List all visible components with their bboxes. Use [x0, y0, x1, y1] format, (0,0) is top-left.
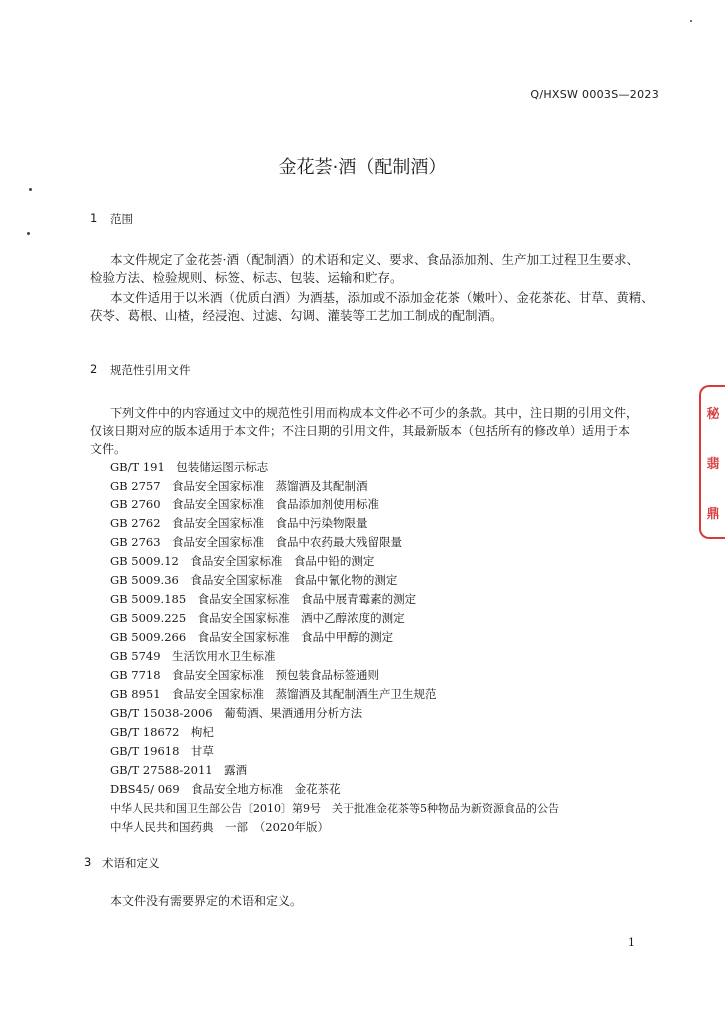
section-3-heading: 术语和定义: [102, 856, 160, 870]
section-2-heading: 规范性引用文件: [110, 363, 191, 377]
reference-item: GB/T 18672 枸杞: [110, 725, 214, 739]
red-seal-stamp: [699, 385, 725, 539]
reference-item: GB 5009.185 食品安全国家标准 食品中展青霉素的测定: [110, 592, 417, 606]
reference-item: 中华人民共和国药典 一部 （2020年版）: [110, 820, 330, 834]
seal-char: 秘: [706, 406, 720, 422]
reference-item: GB 2762 食品安全国家标准 食品中污染物限量: [110, 516, 368, 530]
reference-item: DBS45/ 069 食品安全地方标准 金花茶花: [110, 782, 341, 796]
reference-item: GB 5009.36 食品安全国家标准 食品中氰化物的测定: [110, 573, 398, 587]
reference-item: GB/T 19618 甘草: [110, 744, 214, 758]
reference-item: 中华人民共和国卫生部公告〔2010〕第9号 关于批准金花茶等5种物品为新资源食品的公告: [110, 802, 559, 815]
section-1-number: 1: [90, 211, 98, 225]
section-2-number: 2: [90, 362, 98, 376]
page-number: 1: [628, 936, 635, 949]
reference-item: GB 7718 食品安全国家标准 预包装食品标签通则: [110, 668, 380, 682]
section-2-intro-line-2: 仅该日期对应的版本适用于本文件；不注日期的引用文件，其最新版本（包括所有的修改单）适用于本: [90, 424, 631, 438]
scan-speck: [27, 232, 30, 235]
section-1-heading: 范围: [110, 212, 133, 226]
reference-item: GB/T 15038-2006 葡萄酒、果酒通用分析方法: [110, 706, 363, 720]
seal-char: 鼎: [706, 506, 720, 522]
section-3-number: 3: [84, 855, 92, 869]
section-1-para-1-line-1: 本文件规定了金花荟·酒（配制酒）的术语和定义、要求、食品添加剂、生产加工过程卫生要求、: [110, 252, 639, 267]
section-2-intro-line-3: 文件。: [90, 442, 127, 456]
reference-item: GB/T 27588-2011 露酒: [110, 763, 248, 777]
section-1-para-2-line-2: 茯苓、葛根、山楂，经浸泡、过滤、勾调、灌装等工艺加工制成的配制酒。: [90, 308, 503, 323]
reference-item: GB 2763 食品安全国家标准 食品中农药最大残留限量: [110, 535, 403, 549]
reference-item: GB 5009.266 食品安全国家标准 食品中甲醇的测定: [110, 630, 394, 644]
scan-speck: [690, 20, 692, 22]
reference-item: GB 2760 食品安全国家标准 食品添加剂使用标准: [110, 497, 380, 511]
section-1-para-1-line-2: 检验方法、检验规则、标签、标志、包装、运输和贮存。: [90, 270, 403, 285]
reference-item: GB 5009.225 食品安全国家标准 酒中乙醇浓度的测定: [110, 611, 405, 625]
section-2-intro-line-1: 下列文件中的内容通过文中的规范性引用而构成本文件必不可少的条款。其中，注日期的引用文件，: [110, 406, 639, 420]
section-1-para-2-line-1: 本文件适用于以米酒（优质白酒）为酒基，添加或不添加金花茶（嫩叶）、金花茶花、甘草、黄精、: [110, 290, 654, 305]
reference-item: GB 5009.12 食品安全国家标准 食品中铅的测定: [110, 554, 375, 568]
reference-item: GB 8951 食品安全国家标准 蒸馏酒及其配制酒生产卫生规范: [110, 687, 437, 701]
reference-item: GB 5749 生活饮用水卫生标准: [110, 649, 276, 663]
reference-item: GB 2757 食品安全国家标准 蒸馏酒及其配制酒: [110, 479, 368, 493]
section-3-body: 本文件没有需要界定的术语和定义。: [110, 894, 303, 908]
document-code: Q/HXSW 0003S—2023: [530, 88, 659, 101]
document-title: 金花荟·酒（配制酒）: [278, 157, 447, 178]
scan-speck: [29, 188, 32, 191]
seal-char: 翡: [706, 456, 720, 472]
reference-item: GB/T 191 包装储运图示标志: [110, 460, 269, 474]
